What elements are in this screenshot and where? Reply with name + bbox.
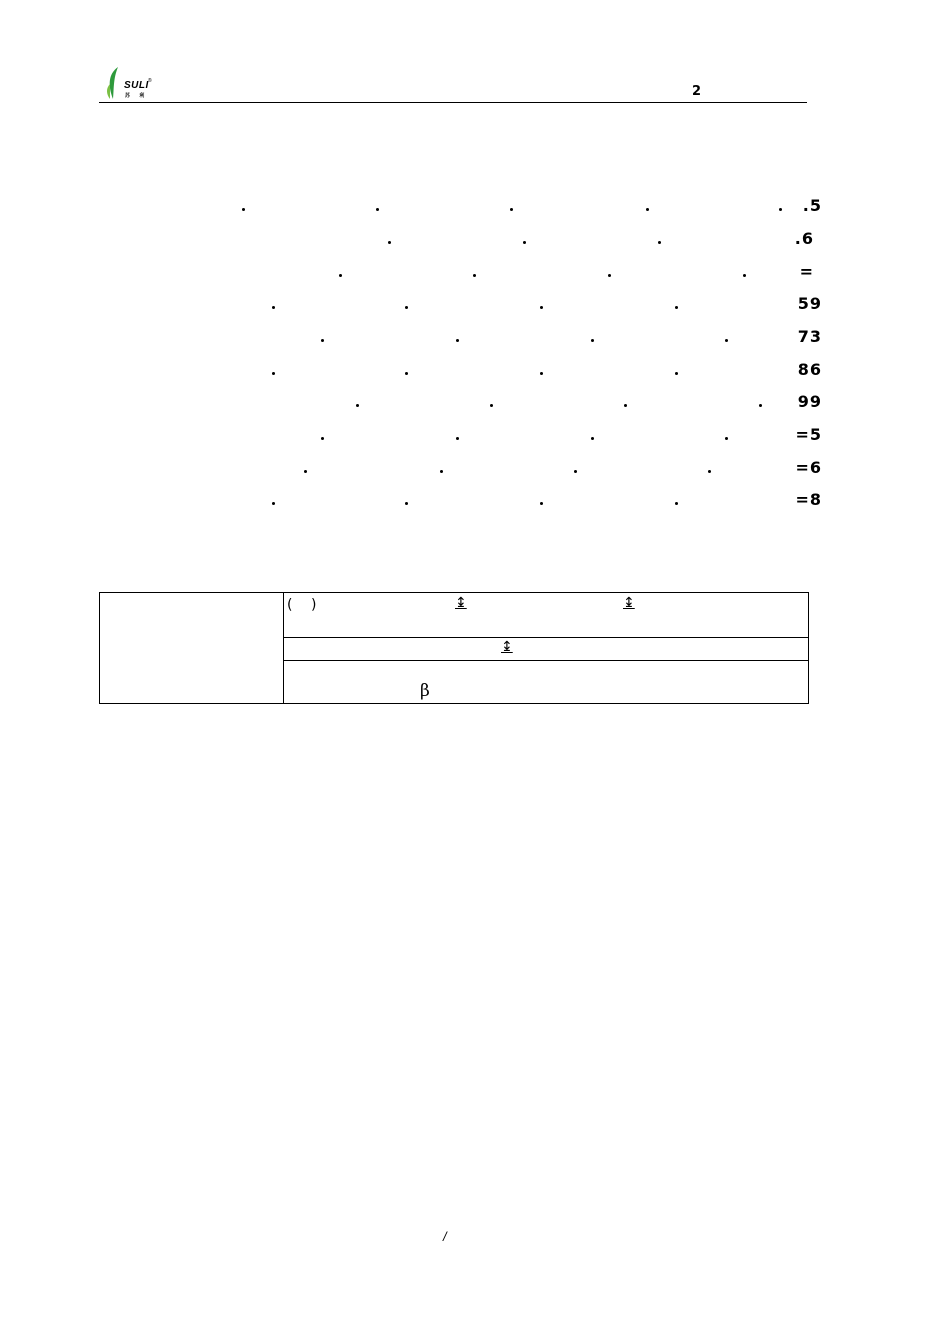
leader-dot: [675, 372, 678, 375]
toc-row: [0, 229, 950, 251]
leader-dot: [405, 372, 408, 375]
footer-page-separator: /: [443, 1229, 447, 1244]
toc-row: [0, 327, 950, 349]
toc-page-number: =6: [795, 458, 822, 477]
leader-dot: [405, 502, 408, 505]
leader-dot: [490, 404, 493, 407]
leader-dot: [725, 339, 728, 342]
leader-dot: [591, 437, 594, 440]
leader-dot: [574, 470, 577, 473]
leader-dot: [510, 208, 513, 211]
leader-dot: [624, 404, 627, 407]
paren-close: ): [311, 597, 317, 613]
toc-page-number: 59: [797, 294, 822, 313]
table-cell-row1: [284, 593, 808, 638]
leader-dot: [675, 502, 678, 505]
leader-dot: [591, 339, 594, 342]
leader-dot: [456, 339, 459, 342]
leader-dot: [540, 372, 543, 375]
leader-dot: [304, 470, 307, 473]
toc-row: [0, 425, 950, 447]
leader-dot: [708, 470, 711, 473]
table-cell-row3: [284, 661, 808, 703]
updown-arrow-icon: ↨: [501, 639, 513, 655]
header-page-marker: 2: [692, 84, 702, 99]
leader-dot: [658, 241, 661, 244]
beta-symbol: β: [420, 681, 430, 701]
leader-dot: [321, 437, 324, 440]
leader-dot: [473, 274, 476, 277]
table-of-contents: [0, 0, 950, 520]
toc-row: [0, 490, 950, 512]
leader-dot: [272, 502, 275, 505]
leader-dot: [272, 372, 275, 375]
updown-arrow-icon: ↨: [623, 595, 635, 611]
spec-table: [99, 592, 809, 704]
leader-dot: [540, 502, 543, 505]
leader-dot: [440, 470, 443, 473]
leader-dot: [779, 208, 782, 211]
toc-page-number: 73: [797, 327, 822, 346]
toc-row: [0, 262, 950, 284]
toc-page-number: 99: [797, 392, 822, 411]
leader-dot: [540, 306, 543, 309]
toc-row: [0, 392, 950, 414]
toc-page-number: =8: [795, 490, 822, 509]
leader-dot: [356, 404, 359, 407]
leader-dot: [405, 306, 408, 309]
toc-page-number: =5: [795, 425, 822, 444]
toc-row: [0, 458, 950, 480]
leader-dot: [759, 404, 762, 407]
leader-dot: [456, 437, 459, 440]
logo-wordmark: SULI: [124, 80, 149, 91]
paren-open: (: [287, 597, 293, 613]
logo-registered-mark: ®: [148, 78, 152, 84]
table-label-cell: [100, 593, 284, 703]
leader-dot: [725, 437, 728, 440]
toc-page-number: .6: [794, 229, 814, 248]
leader-dot: [388, 241, 391, 244]
table-cell-row2: [284, 638, 808, 661]
leader-dot: [523, 241, 526, 244]
toc-row: [0, 294, 950, 316]
leader-dot: [743, 274, 746, 277]
toc-row: [0, 360, 950, 382]
updown-arrow-icon: ↨: [455, 595, 467, 611]
leader-dot: [608, 274, 611, 277]
leader-dot: [675, 306, 678, 309]
leader-dot: [272, 306, 275, 309]
logo-subtext: 苏 利: [125, 93, 149, 99]
leader-dot: [242, 208, 245, 211]
toc-row: [0, 196, 950, 218]
leader-dot: [339, 274, 342, 277]
leader-dot: [321, 339, 324, 342]
toc-page-number: =: [799, 262, 814, 281]
leader-dot: [646, 208, 649, 211]
toc-page-number: .5: [802, 196, 822, 215]
toc-page-number: 86: [797, 360, 822, 379]
leader-dot: [376, 208, 379, 211]
